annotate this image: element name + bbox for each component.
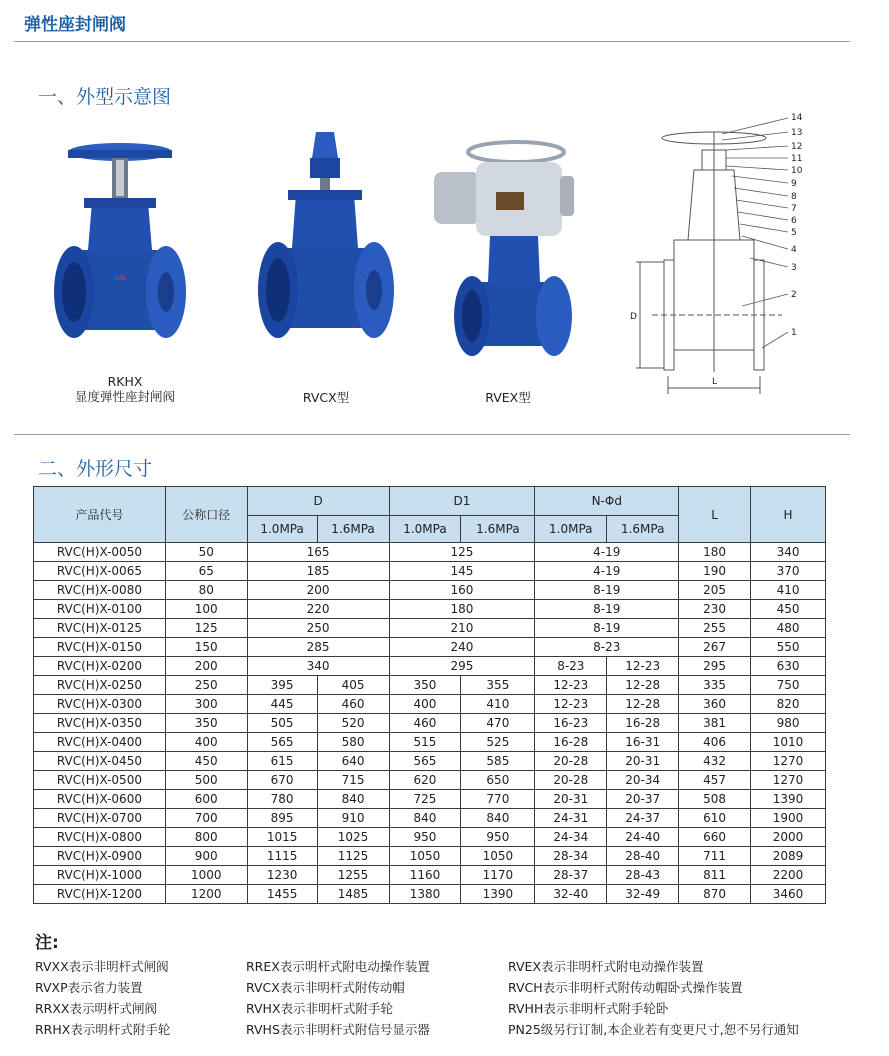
table-row [34, 752, 826, 771]
table-cell: 28-43 [607, 866, 679, 885]
table-cell: 3460 [751, 885, 826, 904]
header-n-p10: 1.0MPa [535, 516, 607, 543]
note-item: RVCX表示非明杆式附传动帽 [246, 980, 405, 995]
table-cell: 711 [679, 847, 751, 866]
part-label: 4 [791, 245, 797, 255]
table-cell: 340 [247, 657, 389, 676]
table-cell: 1255 [317, 866, 389, 885]
table-cell: 515 [389, 733, 461, 752]
table-cell: 800 [165, 828, 247, 847]
table-cell: 1230 [247, 866, 317, 885]
rvex-valve-image [426, 132, 584, 364]
table-cell: 150 [165, 638, 247, 657]
table-cell: 470 [461, 714, 535, 733]
table-cell: 340 [751, 543, 826, 562]
header-d1: D1 [389, 487, 535, 516]
table-cell: RVC(H)X-1200 [34, 885, 166, 904]
table-cell: 450 [751, 600, 826, 619]
table-cell: 24-34 [535, 828, 607, 847]
part-label: 9 [791, 179, 797, 189]
note-item: RVHX表示非明杆式附手轮 [246, 1001, 394, 1016]
table-row [34, 619, 826, 638]
table-cell: RVC(H)X-0500 [34, 771, 166, 790]
table-cell: 205 [679, 581, 751, 600]
table-cell: 370 [751, 562, 826, 581]
table-cell: 1115 [247, 847, 317, 866]
table-cell: 20-37 [607, 790, 679, 809]
svg-text:DN: DN [114, 274, 126, 282]
part-label: 14 [791, 113, 803, 123]
table-cell: 20-34 [607, 771, 679, 790]
table-cell: 180 [389, 600, 535, 619]
table-cell: 2089 [751, 847, 826, 866]
table-cell: 125 [165, 619, 247, 638]
table-cell: 520 [317, 714, 389, 733]
part-label: 5 [791, 228, 797, 238]
part-label: 3 [791, 263, 797, 273]
table-cell: 28-37 [535, 866, 607, 885]
table-cell: 32-40 [535, 885, 607, 904]
table-row [34, 809, 826, 828]
table-cell: RVC(H)X-1000 [34, 866, 166, 885]
table-cell: 460 [389, 714, 461, 733]
table-cell: 725 [389, 790, 461, 809]
table-cell: 910 [317, 809, 389, 828]
header-nphid: N-Φd [535, 487, 679, 516]
table-cell: 630 [751, 657, 826, 676]
table-cell: 381 [679, 714, 751, 733]
table-cell: RVC(H)X-0100 [34, 600, 166, 619]
table-row [34, 847, 826, 866]
notes-title: 注: [35, 933, 59, 953]
table-cell: 20-28 [535, 752, 607, 771]
table-cell: 895 [247, 809, 317, 828]
table-cell: 820 [751, 695, 826, 714]
table-cell: 32-49 [607, 885, 679, 904]
table-cell: 770 [461, 790, 535, 809]
table-cell: 24-40 [607, 828, 679, 847]
table-cell: 395 [247, 676, 317, 695]
header-l: L [679, 487, 751, 543]
table-cell: 715 [317, 771, 389, 790]
table-cell: 900 [165, 847, 247, 866]
table-cell: 16-23 [535, 714, 607, 733]
dimension-d-label: D [630, 312, 637, 322]
table-cell: 8-19 [535, 600, 679, 619]
table-cell: 210 [389, 619, 535, 638]
table-cell: 1050 [461, 847, 535, 866]
table-cell: 1015 [247, 828, 317, 847]
table-cell: 580 [317, 733, 389, 752]
table-cell: 12-23 [607, 657, 679, 676]
table-cell: 405 [317, 676, 389, 695]
table-cell: 508 [679, 790, 751, 809]
table-cell: 230 [679, 600, 751, 619]
table-cell: 28-34 [535, 847, 607, 866]
table-cell: 16-28 [535, 733, 607, 752]
note-item: RVCH表示非明杆式附传动帽卧式操作装置 [508, 980, 743, 995]
table-cell: 505 [247, 714, 317, 733]
table-cell: 24-37 [607, 809, 679, 828]
table-cell: 460 [317, 695, 389, 714]
table-row [34, 771, 826, 790]
part-label: 6 [791, 216, 797, 226]
caption-rkhx-desc: 显度弹性座封闸阀 [74, 389, 175, 404]
table-cell: 285 [247, 638, 389, 657]
table-cell: 1270 [751, 752, 826, 771]
header-d1-p10: 1.0MPa [389, 516, 461, 543]
part-label: 2 [791, 290, 797, 300]
table-cell: 610 [679, 809, 751, 828]
table-cell: 1200 [165, 885, 247, 904]
table-cell: 1160 [389, 866, 461, 885]
table-cell: 950 [389, 828, 461, 847]
table-cell: 200 [165, 657, 247, 676]
note-item: RVHS表示非明杆式附信号显示器 [246, 1022, 430, 1037]
table-cell: 8-23 [535, 657, 607, 676]
table-cell: 445 [247, 695, 317, 714]
table-cell: 24-31 [535, 809, 607, 828]
table-cell: 16-31 [607, 733, 679, 752]
table-cell: 870 [679, 885, 751, 904]
table-cell: RVC(H)X-0065 [34, 562, 166, 581]
table-cell: 80 [165, 581, 247, 600]
table-cell: 1125 [317, 847, 389, 866]
table-cell: 432 [679, 752, 751, 771]
table-cell: 20-31 [535, 790, 607, 809]
title-divider [14, 41, 850, 42]
table-cell: 1455 [247, 885, 317, 904]
table-cell: 100 [165, 600, 247, 619]
table-cell: 650 [461, 771, 535, 790]
header-d-p10: 1.0MPa [247, 516, 317, 543]
table-cell: 65 [165, 562, 247, 581]
table-cell: RVC(H)X-0900 [34, 847, 166, 866]
table-cell: 2200 [751, 866, 826, 885]
table-cell: RVC(H)X-0400 [34, 733, 166, 752]
table-cell: 1390 [751, 790, 826, 809]
table-row [34, 600, 826, 619]
table-cell: 8-23 [535, 638, 679, 657]
table-cell: 840 [389, 809, 461, 828]
table-cell: 16-28 [607, 714, 679, 733]
table-cell: 840 [317, 790, 389, 809]
table-row [34, 866, 826, 885]
caption-rvcx: RVCX型 [302, 390, 350, 405]
table-cell: 620 [389, 771, 461, 790]
table-row [34, 695, 826, 714]
table-cell: 4-19 [535, 562, 679, 581]
table-cell: 615 [247, 752, 317, 771]
table-cell: RVC(H)X-0350 [34, 714, 166, 733]
table-cell: 600 [165, 790, 247, 809]
table-cell: 585 [461, 752, 535, 771]
table-cell: 565 [247, 733, 317, 752]
table-cell: 28-40 [607, 847, 679, 866]
part-label: 13 [791, 128, 803, 138]
table-cell: 500 [165, 771, 247, 790]
table-cell: 335 [679, 676, 751, 695]
table-cell: RVC(H)X-0700 [34, 809, 166, 828]
table-cell: 565 [389, 752, 461, 771]
caption-rkhx [60, 374, 190, 404]
table-cell: 406 [679, 733, 751, 752]
table-cell: 700 [165, 809, 247, 828]
table-cell: RVC(H)X-0200 [34, 657, 166, 676]
table-cell: 8-19 [535, 619, 679, 638]
table-cell: RVC(H)X-0300 [34, 695, 166, 714]
note-item: RVEX表示非明杆式附电动操作装置 [508, 959, 704, 974]
part-label: 1 [791, 328, 797, 338]
section-title-dimensions: 二、外形尺寸 [38, 458, 153, 480]
table-cell: 550 [751, 638, 826, 657]
table-cell: 200 [247, 581, 389, 600]
table-cell: 355 [461, 676, 535, 695]
note-item: RVXX表示非明杆式闸阀 [35, 959, 169, 974]
header-d1-p16: 1.6MPa [461, 516, 535, 543]
table-cell: 525 [461, 733, 535, 752]
table-cell: 457 [679, 771, 751, 790]
table-cell: 400 [165, 733, 247, 752]
table-cell: 165 [247, 543, 389, 562]
note-item: RVHH表示非明杆式附手轮卧 [508, 1001, 669, 1016]
caption-rvex: RVEX型 [485, 390, 531, 405]
table-cell: 1025 [317, 828, 389, 847]
table-row [34, 676, 826, 695]
table-cell: 1390 [461, 885, 535, 904]
table-cell: 255 [679, 619, 751, 638]
table-cell: 12-23 [535, 676, 607, 695]
table-cell: 980 [751, 714, 826, 733]
table-row [34, 543, 826, 562]
table-cell: 1380 [389, 885, 461, 904]
table-cell: 160 [389, 581, 535, 600]
table-cell: 1050 [389, 847, 461, 866]
valve-technical-drawing [622, 110, 822, 400]
table-cell: 295 [679, 657, 751, 676]
section-divider [14, 434, 850, 435]
header-dn: 公称口径 [165, 487, 247, 543]
table-cell: 660 [679, 828, 751, 847]
header-d-p16: 1.6MPa [317, 516, 389, 543]
section-title-appearance: 一、外型示意图 [38, 86, 172, 108]
note-item: PN25级另行订制,本企业若有变更尺寸,恕不另行通知 [508, 1022, 799, 1037]
table-row [34, 657, 826, 676]
table-cell: 300 [165, 695, 247, 714]
table-cell: RVC(H)X-0600 [34, 790, 166, 809]
rvcx-valve-image [258, 128, 394, 364]
part-label: 7 [791, 204, 797, 214]
part-label: 11 [791, 154, 803, 164]
table-cell: RVC(H)X-0800 [34, 828, 166, 847]
table-cell: RVC(H)X-0050 [34, 543, 166, 562]
table-cell: 50 [165, 543, 247, 562]
table-cell: 670 [247, 771, 317, 790]
table-cell: 8-19 [535, 581, 679, 600]
table-cell: 640 [317, 752, 389, 771]
table-cell: 1000 [165, 866, 247, 885]
table-row [34, 581, 826, 600]
note-item: RRHX表示明杆式附手轮 [35, 1022, 171, 1037]
table-row [34, 885, 826, 904]
table-cell: 180 [679, 543, 751, 562]
table-cell: RVC(H)X-0450 [34, 752, 166, 771]
table-row [34, 828, 826, 847]
table-cell: 1170 [461, 866, 535, 885]
part-label: 10 [791, 166, 803, 176]
table-cell: 811 [679, 866, 751, 885]
note-item: RREX表示明杆式附电动操作装置 [246, 959, 430, 974]
page-title: 弹性座封闸阀 [24, 15, 126, 35]
header-d: D [247, 487, 389, 516]
table-cell: 840 [461, 809, 535, 828]
table-cell: RVC(H)X-0125 [34, 619, 166, 638]
table-cell: 12-28 [607, 695, 679, 714]
table-cell: 950 [461, 828, 535, 847]
note-item: RRXX表示明杆式闸阀 [35, 1001, 157, 1016]
table-cell: 410 [751, 581, 826, 600]
header-h: H [751, 487, 826, 543]
table-cell: 410 [461, 695, 535, 714]
table-cell: 190 [679, 562, 751, 581]
table-cell: 267 [679, 638, 751, 657]
table-cell: RVC(H)X-0150 [34, 638, 166, 657]
table-cell: 185 [247, 562, 389, 581]
table-cell: 360 [679, 695, 751, 714]
table-cell: 350 [165, 714, 247, 733]
table-cell: RVC(H)X-0080 [34, 581, 166, 600]
table-cell: 250 [247, 619, 389, 638]
table-row [34, 714, 826, 733]
table-cell: 350 [389, 676, 461, 695]
header-code: 产品代号 [34, 487, 166, 543]
table-row [34, 562, 826, 581]
table-cell: 250 [165, 676, 247, 695]
table-row [34, 790, 826, 809]
table-cell: 4-19 [535, 543, 679, 562]
table-cell: 780 [247, 790, 317, 809]
table-cell: 12-23 [535, 695, 607, 714]
rkhx-valve-image [52, 140, 192, 365]
part-label: 8 [791, 192, 797, 202]
table-cell: 12-28 [607, 676, 679, 695]
table-cell: 400 [389, 695, 461, 714]
table-cell: 295 [389, 657, 535, 676]
dimension-table [33, 486, 826, 904]
table-row [34, 733, 826, 752]
dimension-l-label: L [712, 377, 718, 387]
table-cell: RVC(H)X-0250 [34, 676, 166, 695]
caption-rkhx-code: RKHX [107, 374, 143, 389]
table-cell: 145 [389, 562, 535, 581]
header-n-p16: 1.6MPa [607, 516, 679, 543]
table-cell: 20-31 [607, 752, 679, 771]
table-cell: 125 [389, 543, 535, 562]
table-cell: 1900 [751, 809, 826, 828]
table-cell: 1010 [751, 733, 826, 752]
note-item: RVXP表示省力装置 [35, 980, 143, 995]
table-cell: 240 [389, 638, 535, 657]
table-row [34, 638, 826, 657]
table-cell: 480 [751, 619, 826, 638]
part-label: 12 [791, 142, 803, 152]
table-cell: 20-28 [535, 771, 607, 790]
table-cell: 220 [247, 600, 389, 619]
table-cell: 750 [751, 676, 826, 695]
table-cell: 2000 [751, 828, 826, 847]
table-cell: 1485 [317, 885, 389, 904]
table-cell: 450 [165, 752, 247, 771]
table-cell: 1270 [751, 771, 826, 790]
